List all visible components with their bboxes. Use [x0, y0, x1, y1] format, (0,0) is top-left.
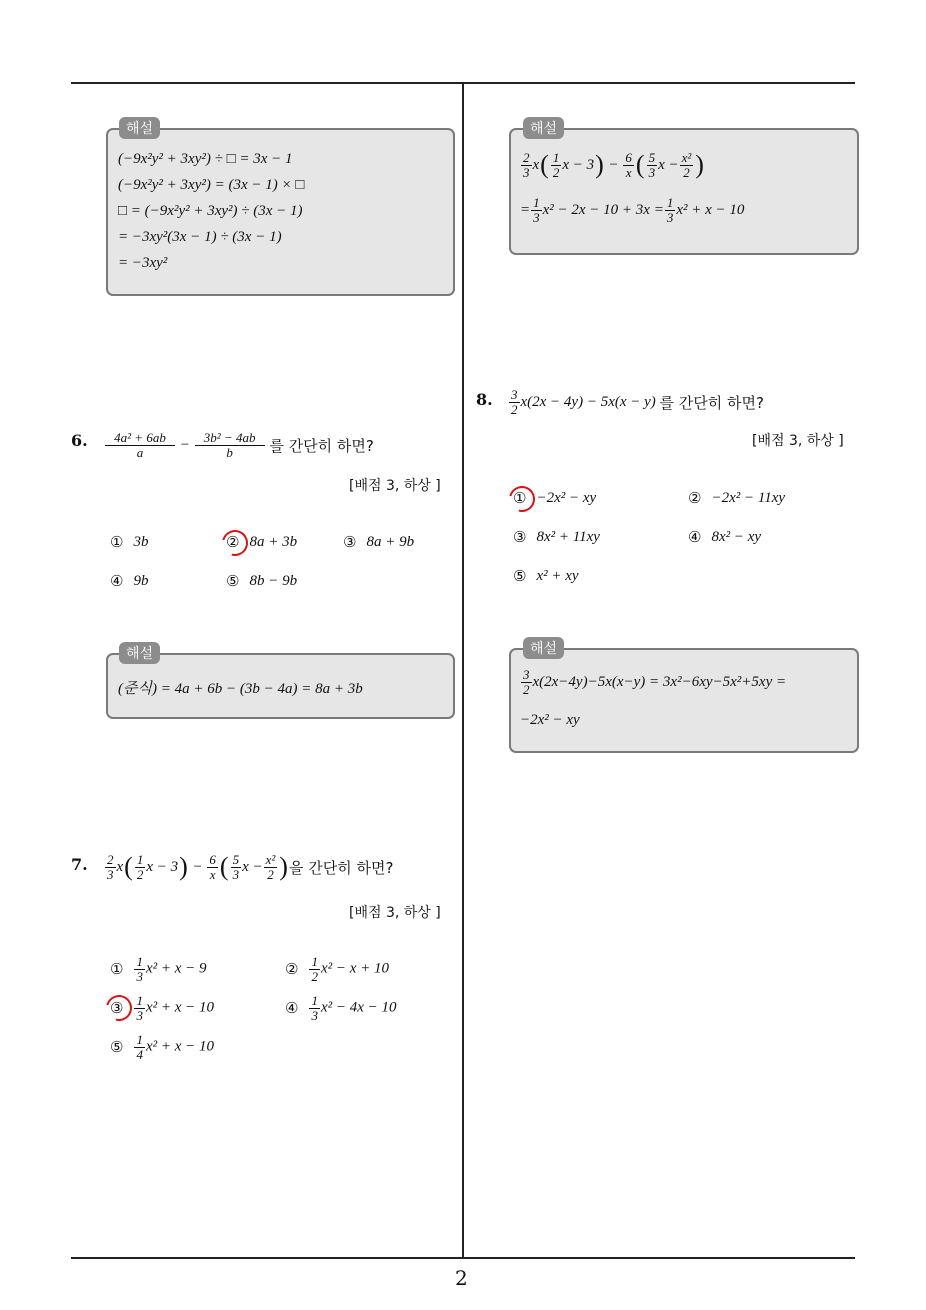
solution-line: (−9x²y² + 3xy²) = (3x − 1) × □ — [118, 177, 305, 193]
score-label: [배점 3, 하상 ] — [349, 478, 441, 494]
answer-mark — [504, 481, 540, 517]
solution-line: = $\frac{1}{3}$ x² − 2x − 10 + 3x = $\frac{1}{3}$ x² + x − 10 — [520, 195, 745, 225]
option-3[interactable]: ③ $\frac{1}{3}$ x² + x − 10 — [110, 993, 215, 1023]
option-2[interactable]: ② −2x² − 11xy — [688, 489, 786, 507]
question-number: 7. — [71, 855, 88, 874]
option-3[interactable]: ③ 8x² + 11xy — [513, 528, 600, 546]
option-5[interactable]: ⑤ $\frac{1}{4}$ x² + x − 10 — [110, 1032, 215, 1062]
option-1[interactable]: ① −2x² − xy — [513, 489, 597, 507]
bottom-rule — [71, 1257, 855, 1259]
solution-line: −2x² − xy — [520, 712, 580, 728]
option-5[interactable]: ⑤ x² + xy — [513, 567, 579, 585]
page-number: 2 — [455, 1266, 468, 1290]
solution-line: = −3xy² — [118, 255, 168, 271]
option-4[interactable]: ④ 9b — [110, 572, 149, 590]
question-text: $\frac{\text{4a² + 6ab}}{a}$ − $\frac{\text{3b² − 4ab}}{b}$ 를 간단히 하면? — [104, 431, 374, 459]
option-1[interactable]: ① 3b — [110, 533, 149, 551]
option-2[interactable]: ② $\frac{1}{2}$ x² − x + 10 — [285, 954, 390, 984]
question-number: 8. — [476, 390, 493, 409]
score-label: [배점 3, 하상 ] — [349, 905, 441, 921]
score-label: [배점 3, 하상 ] — [752, 433, 844, 449]
solution-line: $\frac{3}{2}$ x(2x−4y)−5x(x−y) = 3x²−6xy−5x²+5xy = — [523, 667, 787, 697]
option-1[interactable]: ① $\frac{1}{3}$ x² + x − 9 — [110, 954, 207, 984]
solution-line: (준식) = 4a + 6b − (3b − 4a) = 8a + 3b — [118, 681, 363, 697]
option-4[interactable]: ④ $\frac{1}{3}$ x² − 4x − 10 — [285, 993, 397, 1023]
column-divider — [462, 82, 464, 1258]
solution-line: □ = (−9x²y² + 3xy²) ÷ (3x − 1) — [118, 203, 303, 219]
option-4[interactable]: ④ 8x² − xy — [688, 528, 762, 546]
option-3[interactable]: ③ 8a + 9b — [343, 533, 415, 551]
solution-tag: 해설 — [119, 642, 160, 664]
answer-mark — [217, 525, 253, 561]
solution-tag: 해설 — [119, 117, 160, 139]
solution-tag: 해설 — [523, 117, 564, 139]
solution-line: (−9x²y² + 3xy²) ÷ □ = 3x − 1 — [118, 151, 293, 167]
question-text: $\frac{3}{2}$ x(2x − 4y) − 5x(x − y) 를 간단히 하면? — [511, 387, 764, 417]
option-2[interactable]: ② 8a + 3b — [226, 533, 298, 551]
question-number: 6. — [71, 431, 88, 450]
solution-tag: 해설 — [523, 637, 564, 659]
solution-line: $\frac{2}{3}$ x ( $\frac{1}{2}$ x − 3 ) − $\frac{6}{x}$ ( $\frac{5}{3}$ x − $\frac{\text{x²}}{2}$ ) — [523, 149, 704, 180]
solution-box-q7 — [509, 128, 859, 255]
solution-line: = −3xy²(3x − 1) ÷ (3x − 1) — [118, 229, 282, 245]
question-text: $\frac{2}{3}$ x ( $\frac{1}{2}$ x − 3 ) − $\frac{6}{x}$ ( $\frac{5}{3}$ x − $\frac{\text{x²}}{2}$ ) 을 간단히 하면? — [107, 851, 394, 882]
option-5[interactable]: ⑤ 8b − 9b — [226, 572, 298, 590]
solution-box-q8 — [509, 648, 859, 753]
